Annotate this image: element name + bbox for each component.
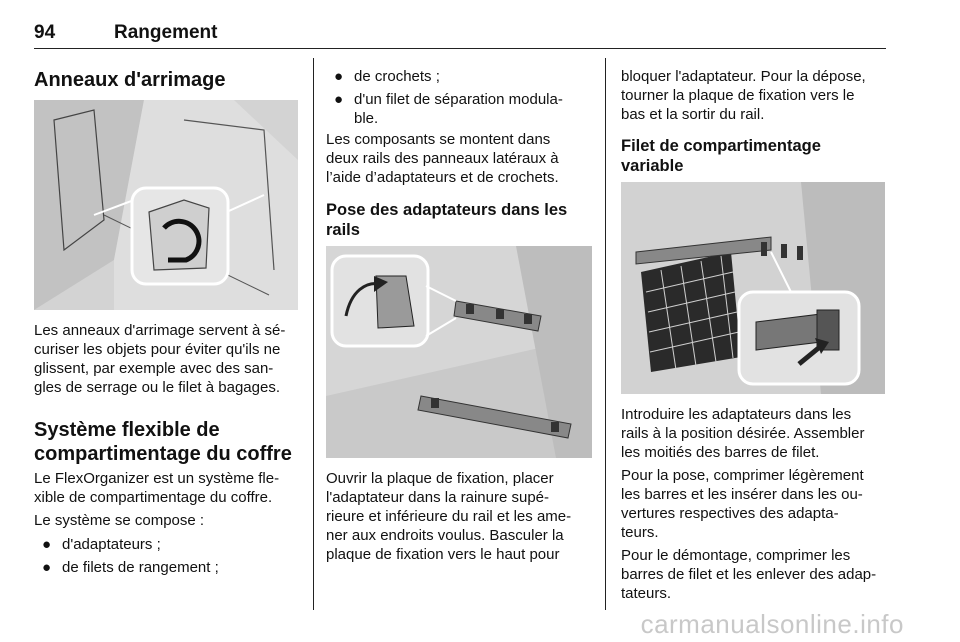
heading-anneaux: Anneaux d'arrimage: [34, 69, 226, 91]
header-rule: [34, 48, 886, 49]
net-partition-illustration: [621, 182, 885, 394]
section-title: Rangement: [114, 22, 218, 43]
bullet-icon: ●: [42, 536, 52, 553]
bullet-icon: ●: [334, 68, 344, 85]
bullet-icon: ●: [42, 559, 52, 576]
column-divider-1: [313, 58, 314, 610]
paragraph-compose: Le système se compose :: [34, 512, 205, 529]
adapter-rail-illustration: [326, 246, 592, 458]
watermark: carmanualsonline.info: [640, 609, 904, 639]
page-number: 94: [34, 22, 56, 43]
lashing-eye-illustration: [34, 100, 298, 310]
bullet-icon: ●: [334, 91, 344, 108]
column-divider-2: [605, 58, 606, 610]
